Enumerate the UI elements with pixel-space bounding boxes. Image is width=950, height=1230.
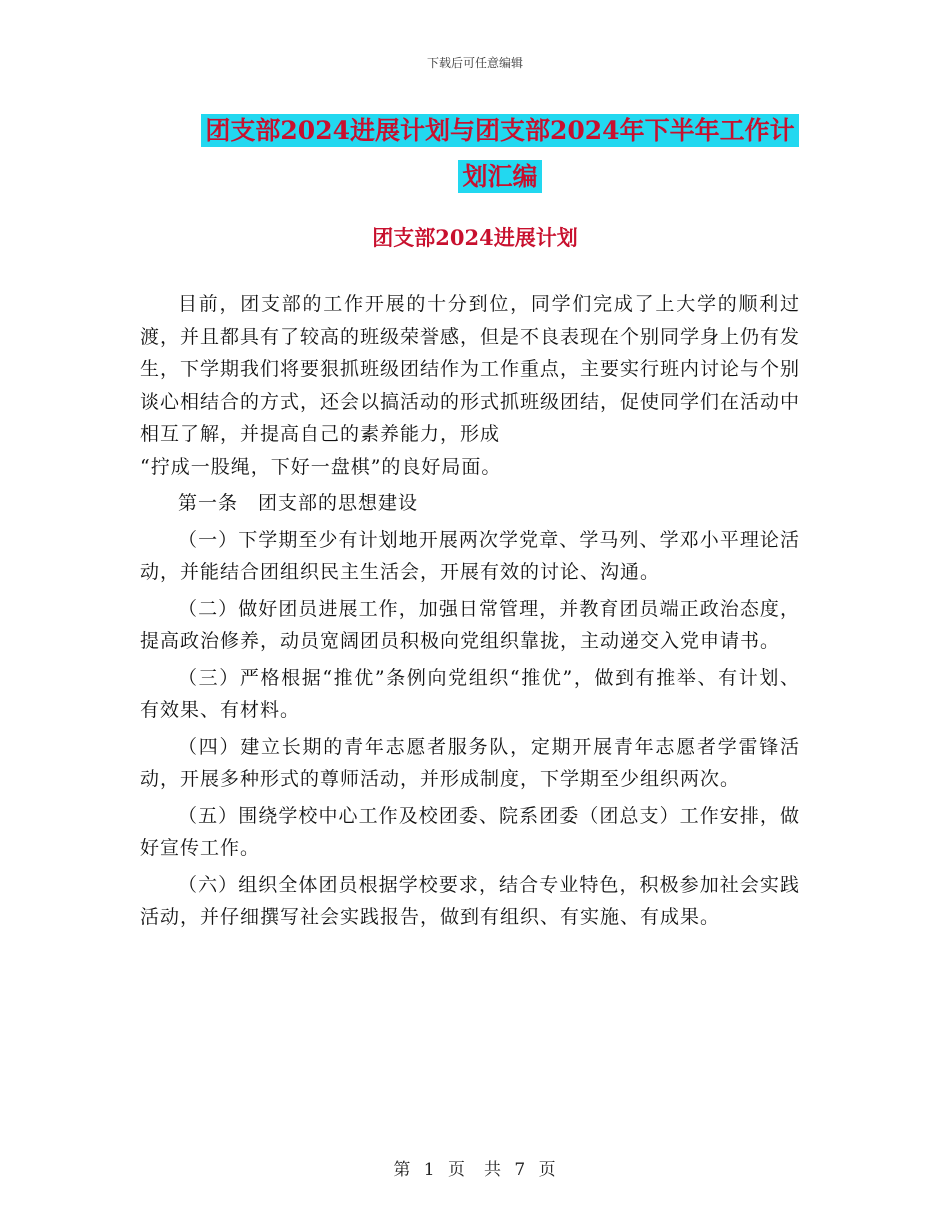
footer-suffix: 页 [538,1160,557,1180]
page-number: 1 [423,1160,436,1180]
list-item-4: （四）建立长期的青年志愿者服务队，定期开展青年志愿者学雷锋活动，开展多种形式的尊师活动，并形成制度，下学期至少组织两次。 [140,735,800,790]
footer-middle: 页 共 [448,1160,502,1180]
document-title-line-1: 团支部2024进展计划与团支部2024年下半年工作计 [201,114,798,147]
section-title: 团支部2024进展计划 [372,225,578,250]
list-item-2: （二）做好团员进展工作，加强日常管理，并教育团员端正政治态度，提高政治修养，动员宽阔团员积极向党组织靠拢，主动递交入党申请书。 [140,597,800,652]
article-heading-1: 第一条 团支部的思想建设 [178,492,419,514]
list-item-1: （一）下学期至少有计划地开展两次学党章、学马列、学邓小平理论活动，并能结合团组织民主生活会，开展有效的讨论、沟通。 [140,528,800,583]
intro-paragraph-tail: “拧成一股绳，下好一盘棋”的良好局面。 [140,455,502,478]
list-item-3: （三）严格根据“推优”条例向党组织“推优”，做到有推举、有计划、有效果、有材料。 [140,666,800,721]
document-title-line-2: 划汇编 [458,160,541,193]
document-body [140,288,800,934]
document-title [190,108,810,200]
page-footer [0,1155,950,1180]
list-item-6: （六）组织全体团员根据学校要求，结合专业特色，积极参加社会实践活动，并仔细撰写社会实践报告，做到有组织、有实施、有成果。 [140,873,800,928]
list-item-5: （五）围绕学校中心工作及校团委、院系团委（团总支）工作安排，做好宣传工作。 [140,804,800,859]
intro-paragraph [140,288,800,451]
header-note: 下载后可任意编辑 [426,56,523,70]
page-total: 7 [514,1160,527,1180]
footer-prefix: 第 [393,1160,412,1180]
intro-text: 目前，团支部的工作开展的十分到位，同学们完成了上大学的顺利过渡，并且都具有了较高的班级荣誉感，但是不良表现在个别同学身上仍有发生，下学期我们将要狠抓班级团结作为工作重点，主要实行班内讨论与个别谈心相结合的方式，还会以搞活动的形式抓班级团结，促使同学们在活动中相互了解，并提高自己的素养能力，形成 [140,293,801,445]
